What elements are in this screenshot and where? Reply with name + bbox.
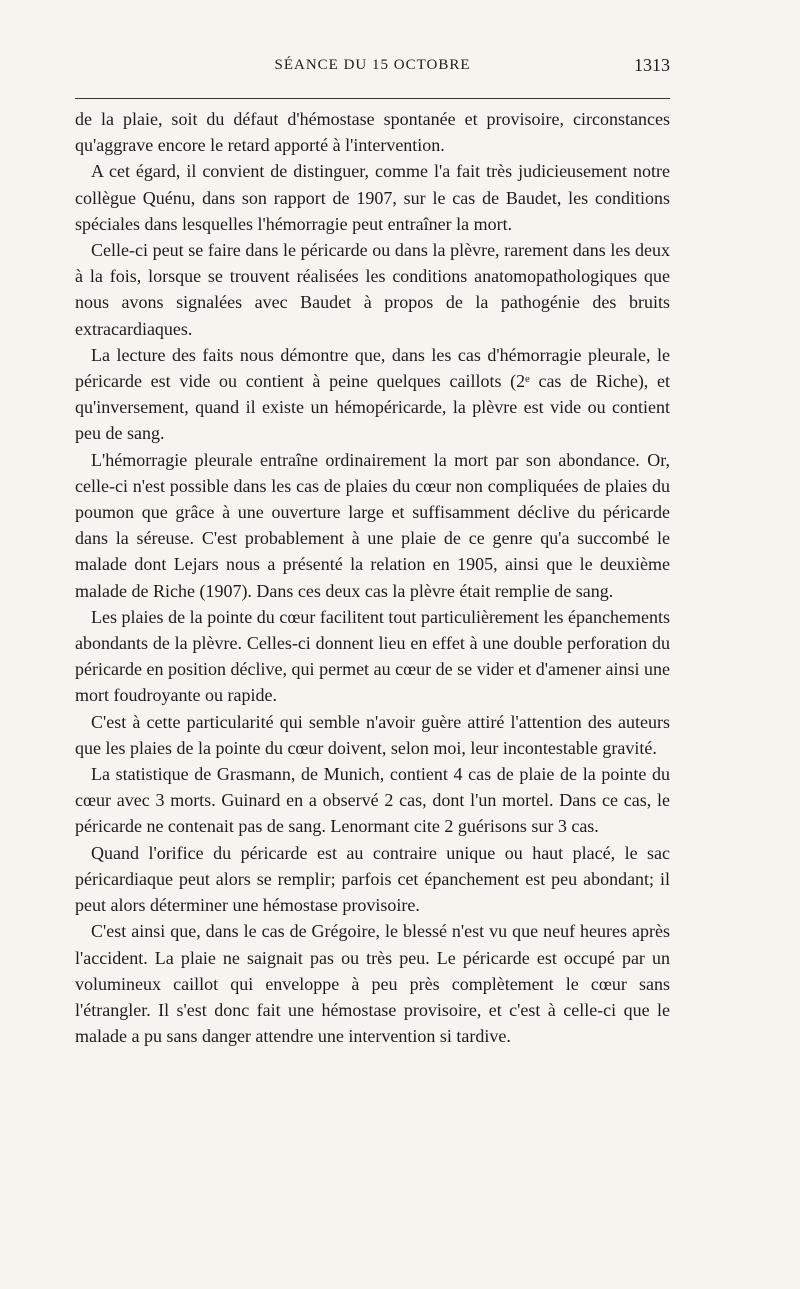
- paragraph: A cet égard, il convient de distinguer, comme l'a fait très judicieusement notre collègue Quénu, dans son rapport de 1907, sur le cas de Baudet, les conditions spéciales dans lesquelles l'hémorragie peut entraîner la mort.: [75, 161, 670, 234]
- paragraph: Celle-ci peut se faire dans le péricarde ou dans la plèvre, rarement dans les deux à la fois, lorsque se trouvent réalisées les conditions anatomopathologiques que nous avons signalées avec Baudet à propos de la pathogénie des bruits extracardiaques.: [75, 240, 670, 339]
- running-head: [75, 54, 670, 82]
- body-text: [75, 106, 670, 1049]
- paragraph: La lecture des faits nous démontre que, dans les cas d'hémorragie pleurale, le péricarde est vide ou contient à peine quelques caillots (2ᵉ cas de Riche), et qu'inversement, quand il existe un hémopéricarde, la plèvre est vide ou contient peu de sang.: [75, 344, 670, 444]
- running-title: SÉANCE DU 15 OCTOBRE: [274, 57, 471, 73]
- paragraph: Quand l'orifice du péricarde est au contraire unique ou haut placé, le sac péricardiaque peut alors se remplir; parfois cet épanchement est peu abondant; il peut alors déterminer une hémostase provisoire.: [75, 842, 670, 916]
- page-number: 1313: [634, 55, 670, 75]
- header-rule: [75, 98, 670, 99]
- paragraph: Les plaies de la pointe du cœur facilitent tout particulièrement les épanchements abondants de la plèvre. Celles-ci donnent lieu en effet à une double perforation du péricarde en position déclive, qui permet au cœur de se vider et d'amener ainsi une mort foudroyante ou rapide.: [75, 606, 670, 706]
- paragraph: de la plaie, soit du défaut d'hémostase spontanée et provisoire, circonstances qu'aggrave encore le retard apporté à l'intervention.: [75, 109, 670, 156]
- paragraph: C'est ainsi que, dans le cas de Grégoire, le blessé n'est vu que neuf heures après l'accident. La plaie ne saignait pas ou très peu. Le péricarde est occupé par un volumineux caillot qui enveloppe à peu près complètement le cœur sans l'étrangler. Il s'est donc fait une hémostase provisoire, et c'est à celle-ci que le malade a pu sans danger attendre une intervention si tardive.: [75, 921, 670, 1047]
- paragraph: La statistique de Grasmann, de Munich, contient 4 cas de plaie de la pointe du cœur avec 3 morts. Guinard en a observé 2 cas, dont l'un mortel. Dans ce cas, le péricarde ne contenait pas de sang. Lenormant cite 2 guérisons sur 3 cas.: [75, 764, 670, 837]
- paragraph: C'est à cette particularité qui semble n'avoir guère attiré l'attention des auteurs que les plaies de la pointe du cœur doivent, selon moi, leur incontestable gravité.: [75, 711, 670, 758]
- paragraph: L'hémorragie pleurale entraîne ordinairement la mort par son abondance. Or, celle-ci n'est possible dans les cas de plaies du cœur non compliquées de plaies du poumon que grâce à une ouverture large et suffisamment déclive du péricarde dans la séreuse. C'est probablement à une plaie de ce genre qu'a succombé le malade dont Lejars nous a présenté la relation en 1905, ainsi que le deuxième malade de Riche (1907). Dans ces deux cas la plèvre était remplie de sang.: [75, 449, 670, 601]
